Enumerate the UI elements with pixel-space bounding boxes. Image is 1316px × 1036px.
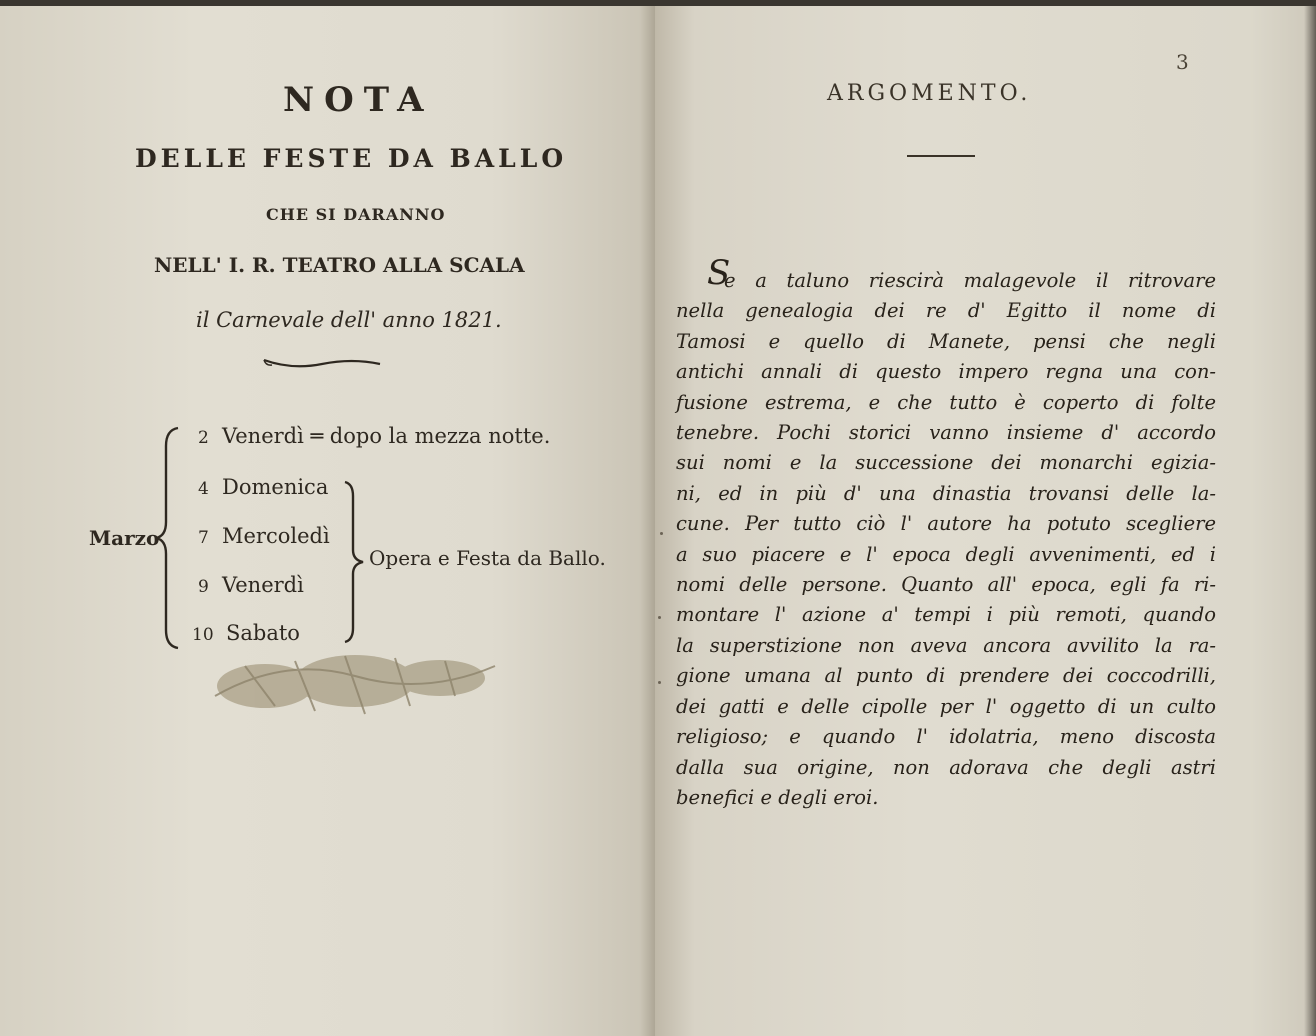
line-carnevale: il Carnevale dell' anno 1821. xyxy=(196,308,502,332)
right-brace-icon xyxy=(343,480,365,644)
text-line: Tamosi e quello di Manete, pensi che negli xyxy=(676,329,1216,353)
drop-cap: S xyxy=(707,253,731,293)
date-label: Venerdì xyxy=(222,573,304,597)
page-edge-shadow xyxy=(1304,6,1316,1036)
text-line: ni, ed in più d' una dinastia trovansi delle la- xyxy=(676,481,1216,505)
gutter-shadow xyxy=(640,6,655,1036)
date-label: Sabato xyxy=(226,621,300,645)
date-number: 10 xyxy=(192,625,214,645)
left-page xyxy=(0,6,655,1036)
margin-mark xyxy=(658,616,661,619)
text-line: fusione estrema, e che tutto è coperto di folte xyxy=(676,390,1216,414)
date-row xyxy=(198,424,550,448)
argomento-paragraph xyxy=(676,266,1216,813)
date-label: Domenica xyxy=(222,475,329,499)
page-number: 3 xyxy=(1176,50,1189,74)
date-row xyxy=(198,524,330,548)
date-number: 7 xyxy=(198,528,209,548)
date-row xyxy=(198,475,328,499)
text-line: tenebre. Pochi storici vanno insieme d' accordo xyxy=(676,421,1216,445)
date-number: 4 xyxy=(198,479,209,499)
text-line: montare l' azione a' tempi i più remoti, quando xyxy=(676,603,1216,627)
text-line: nella genealogia dei re d' Egitto il nome di xyxy=(676,299,1216,323)
section-heading: ARGOMENTO. xyxy=(827,81,1032,106)
month-label: Marzo xyxy=(89,526,160,550)
text-line: benefici e degli eroi. xyxy=(676,785,879,809)
text-line: gione umana al punto di prendere dei coccodrilli, xyxy=(676,664,1216,688)
text-line: religioso; e quando l' idolatria, meno discosta xyxy=(676,725,1216,749)
margin-mark xyxy=(660,532,663,535)
book-spread xyxy=(0,6,1316,1036)
page-subtitle: DELLE FESTE DA BALLO xyxy=(135,144,568,173)
group-note: Opera e Festa da Ballo. xyxy=(369,546,606,570)
left-brace-icon xyxy=(152,426,182,650)
text-line: a suo piacere e l' epoca degli avvenimenti, ed i xyxy=(676,542,1216,566)
text-line: dalla sua origine, non adorava che degli astri xyxy=(676,755,1216,779)
text-line: dei gatti e delle cipolle per l' oggetto di un culto xyxy=(676,694,1216,718)
text-line: e a taluno riescirà malagevole il ritrovare xyxy=(724,269,1216,292)
line-teatro: NELL' I. R. TEATRO ALLA SCALA xyxy=(154,253,525,277)
text-line: cune. Per tutto ciò l' autore ha potuto scegliere xyxy=(676,512,1216,536)
text-line: sui nomi e la successione dei monarchi egizia- xyxy=(676,451,1216,475)
date-row xyxy=(198,573,304,597)
laurel-ornament-icon xyxy=(205,636,500,731)
text-line: antichi annali di questo impero regna una con- xyxy=(676,360,1216,384)
line-che-si-daranno: CHE SI DARANNO xyxy=(266,205,446,224)
date-number: 9 xyxy=(198,577,209,597)
date-label: Mercoledì xyxy=(222,524,330,548)
heading-rule xyxy=(907,155,975,157)
text-line: la superstizione non aveva ancora avvilito la ra- xyxy=(676,633,1216,657)
swash-ornament-icon xyxy=(262,356,382,370)
date-number: 2 xyxy=(198,428,209,448)
margin-mark xyxy=(658,681,661,684)
date-label: Venerdì ═ dopo la mezza notte. xyxy=(222,424,551,448)
text-line: nomi delle persone. Quanto all' epoca, egli fa ri- xyxy=(676,573,1216,597)
page-title: NOTA xyxy=(283,80,434,120)
